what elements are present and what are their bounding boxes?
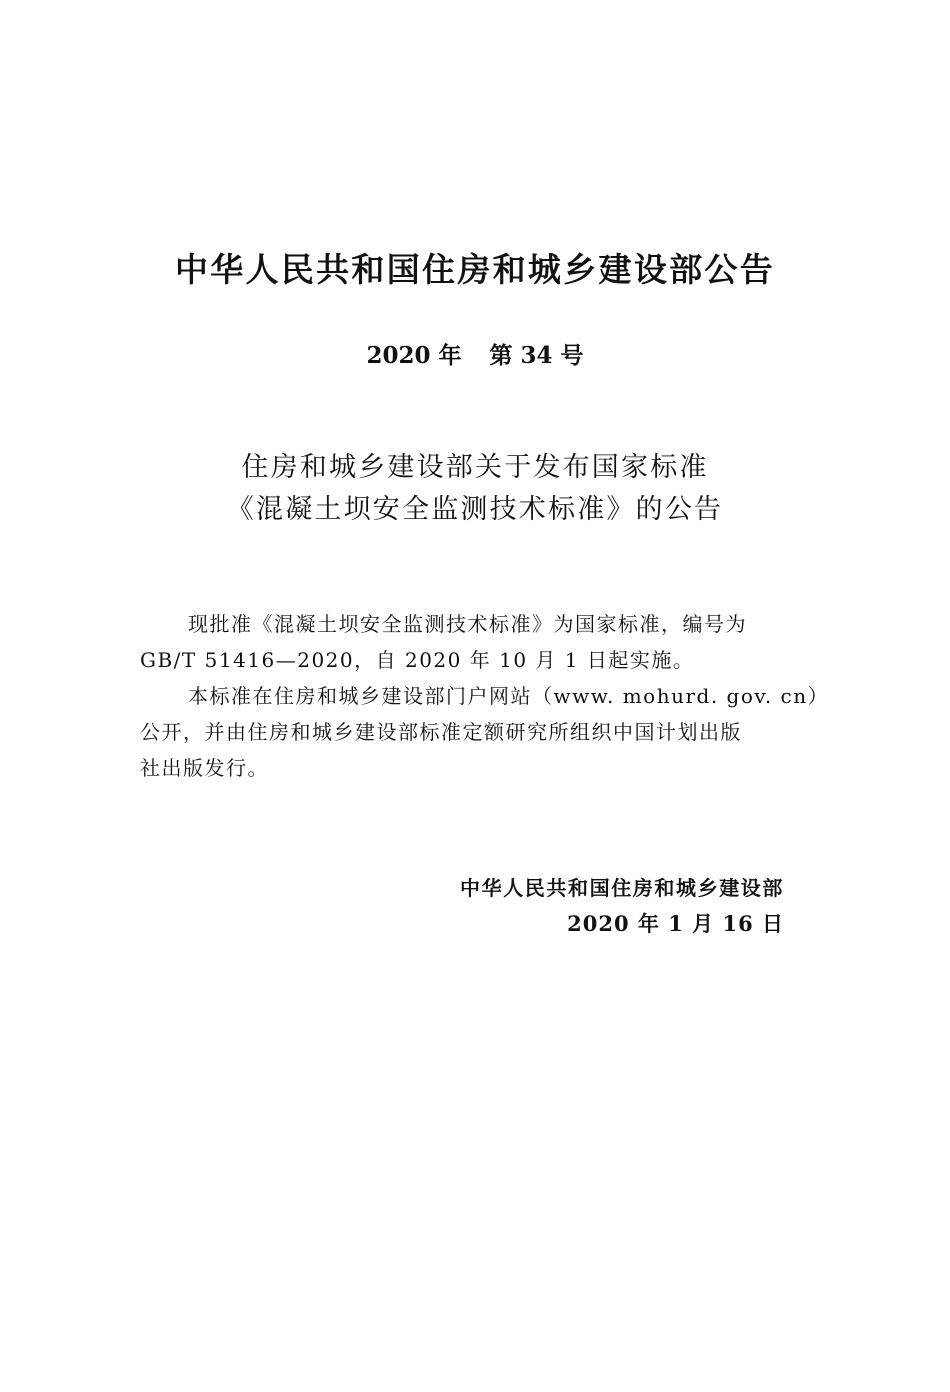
body-paragraph-1 (140, 606, 836, 678)
issue-number: 第 34 号 (489, 342, 584, 369)
paragraph-2-line-2: 公开，并由住房和城乡建设部标准定额研究所组织中国计划出版 (140, 720, 742, 744)
subject-line-2: 《混凝土坝安全监测技术标准》的公告 (226, 494, 724, 525)
paragraph-2-line-3: 社出版发行。 (140, 756, 269, 780)
paragraph-1-line-2: GB/T 51416—2020，自 2020 年 10 月 1 日起实施。 (140, 648, 695, 672)
issue-year: 2020 年 (366, 342, 462, 369)
subject-line-1: 住房和城乡建设部关于发布国家标准 (241, 452, 709, 483)
issue-date: 2020 年 1 月 16 日 (567, 911, 784, 936)
issue-number-line (0, 338, 950, 374)
announcement-subject (0, 447, 950, 531)
announcement-body (140, 606, 836, 786)
paragraph-1-line-1: 现批准《混凝土坝安全监测技术标准》为国家标准，编号为 (188, 612, 747, 636)
signature-block (460, 870, 784, 942)
paragraph-2-line-1: 本标准在住房和城乡建设部门户网站（www. mohurd. gov. cn） (188, 684, 830, 708)
body-paragraph-2 (140, 678, 836, 786)
issuer-name: 中华人民共和国住房和城乡建设部 (460, 876, 784, 900)
announcement-title: 中华人民共和国住房和城乡建设部公告 (174, 250, 776, 289)
